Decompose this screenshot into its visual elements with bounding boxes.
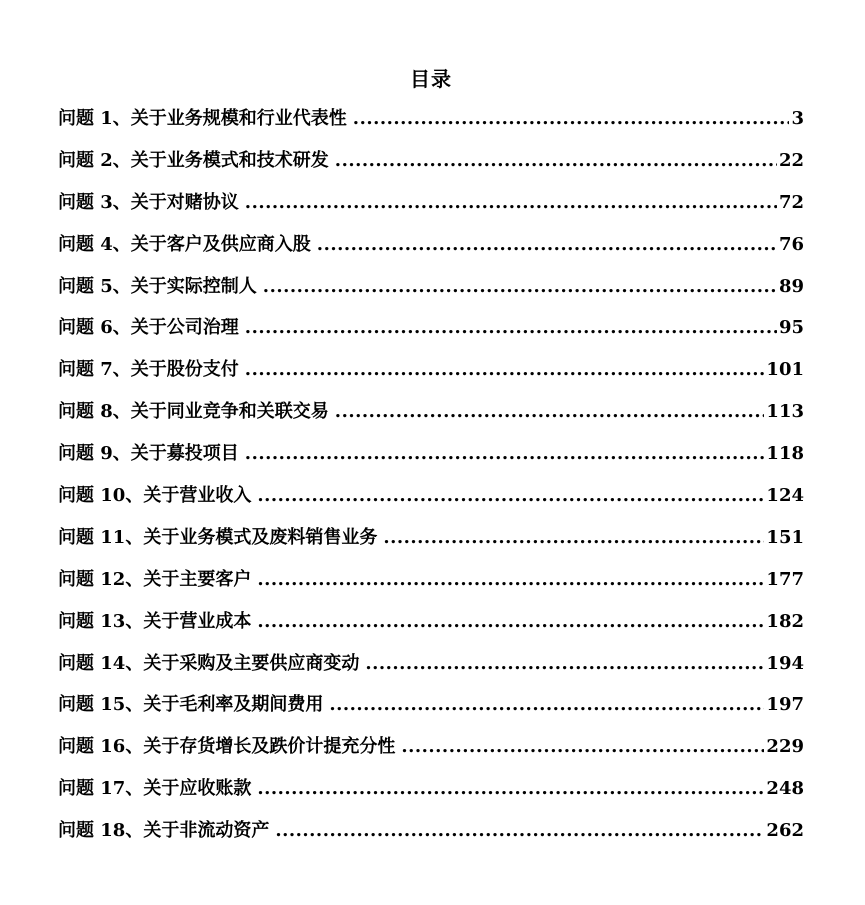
toc-entry[interactable] <box>58 565 804 607</box>
toc-entry-label: 问题 2、关于业务模式和技术研发 <box>58 149 329 171</box>
toc-entry-label: 问题 11、关于业务模式及废料销售业务 <box>58 526 378 548</box>
toc-entry-page-number: 124 <box>766 485 804 507</box>
toc-dot-leader <box>335 150 777 171</box>
toc-dot-leader <box>383 527 764 548</box>
toc-dot-leader <box>335 401 765 422</box>
toc-dot-leader <box>353 108 790 129</box>
toc-entry[interactable] <box>58 355 804 397</box>
toc-entry-label: 问题 1、关于业务规模和行业代表性 <box>58 108 347 129</box>
toc-entry-page-number: 151 <box>766 526 804 548</box>
toc-entry-label: 问题 16、关于存货增长及跌价计提充分性 <box>58 736 396 758</box>
toc-entry[interactable] <box>58 104 804 146</box>
toc-dot-leader <box>329 694 764 715</box>
toc-entry-page-number: 182 <box>766 610 804 632</box>
toc-entry[interactable] <box>58 774 804 816</box>
toc-entry-page-number: 113 <box>766 401 804 423</box>
toc-dot-leader <box>245 192 777 213</box>
toc-entry-label: 问题 12、关于主要客户 <box>58 568 252 590</box>
toc-dot-leader <box>245 359 765 380</box>
toc-entry-page-number: 118 <box>766 443 804 465</box>
toc-entry-label: 问题 5、关于实际控制人 <box>58 275 257 297</box>
toc-entry[interactable] <box>58 690 804 732</box>
toc-entry[interactable] <box>58 523 804 565</box>
toc-entry-page-number: 194 <box>766 652 804 674</box>
toc-entry-label: 问题 8、关于同业竞争和关联交易 <box>58 401 329 423</box>
toc-entry-page-number: 262 <box>766 820 804 842</box>
toc-entry-label: 问题 10、关于营业收入 <box>58 485 252 507</box>
toc-dot-leader <box>275 820 764 841</box>
toc-title: 目录 <box>410 67 452 91</box>
toc-entry-page-number: 22 <box>778 149 804 171</box>
toc-entry[interactable] <box>58 732 804 774</box>
toc-entry[interactable] <box>58 607 804 649</box>
toc-entry-page-number: 248 <box>766 778 804 800</box>
toc-dot-leader <box>257 778 764 799</box>
toc-dot-leader <box>365 653 764 674</box>
toc-entry-label: 问题 9、关于募投项目 <box>58 443 239 465</box>
toc-entry-page-number: 177 <box>766 568 804 590</box>
toc-dot-leader <box>401 736 764 757</box>
toc-dot-leader <box>245 317 777 338</box>
toc-entry-label: 问题 14、关于采购及主要供应商变动 <box>58 652 360 674</box>
toc-entry-label: 问题 13、关于营业成本 <box>58 610 252 632</box>
toc-dot-leader <box>263 276 777 297</box>
toc-dot-leader <box>317 234 777 255</box>
table-of-contents <box>58 62 804 858</box>
toc-entry[interactable] <box>58 146 804 188</box>
toc-entry-label: 问题 4、关于客户及供应商入股 <box>58 233 311 255</box>
toc-entry-label: 问题 3、关于对赌协议 <box>58 191 239 213</box>
toc-entry-page-number: 76 <box>778 233 804 255</box>
toc-dot-leader <box>257 611 764 632</box>
toc-entry[interactable] <box>58 397 804 439</box>
toc-entry[interactable] <box>58 481 804 523</box>
toc-entry[interactable] <box>58 313 804 355</box>
toc-entry[interactable] <box>58 649 804 691</box>
toc-entry-label: 问题 7、关于股份支付 <box>58 359 239 381</box>
toc-entry-page-number: 101 <box>766 359 804 381</box>
toc-entry-page-number: 72 <box>778 191 804 213</box>
toc-entry-page-number: 197 <box>766 694 804 716</box>
toc-dot-leader <box>245 443 765 464</box>
toc-entry-page-number: 229 <box>766 736 804 758</box>
toc-entry-page-number: 89 <box>778 275 804 297</box>
toc-entry[interactable] <box>58 188 804 230</box>
toc-entry[interactable] <box>58 272 804 314</box>
toc-entry-label: 问题 6、关于公司治理 <box>58 317 239 339</box>
toc-entry[interactable] <box>58 816 804 858</box>
toc-entry-page-number: 3 <box>791 108 804 129</box>
toc-dot-leader <box>257 485 764 506</box>
toc-entry-label: 问题 15、关于毛利率及期间费用 <box>58 694 324 716</box>
toc-entry[interactable] <box>58 439 804 481</box>
toc-entry-label: 问题 18、关于非流动资产 <box>58 820 270 842</box>
toc-dot-leader <box>257 569 764 590</box>
toc-entry[interactable] <box>58 230 804 272</box>
toc-entry-page-number: 95 <box>778 317 804 339</box>
toc-entry-label: 问题 17、关于应收账款 <box>58 778 252 800</box>
toc-entry-list <box>58 104 804 858</box>
